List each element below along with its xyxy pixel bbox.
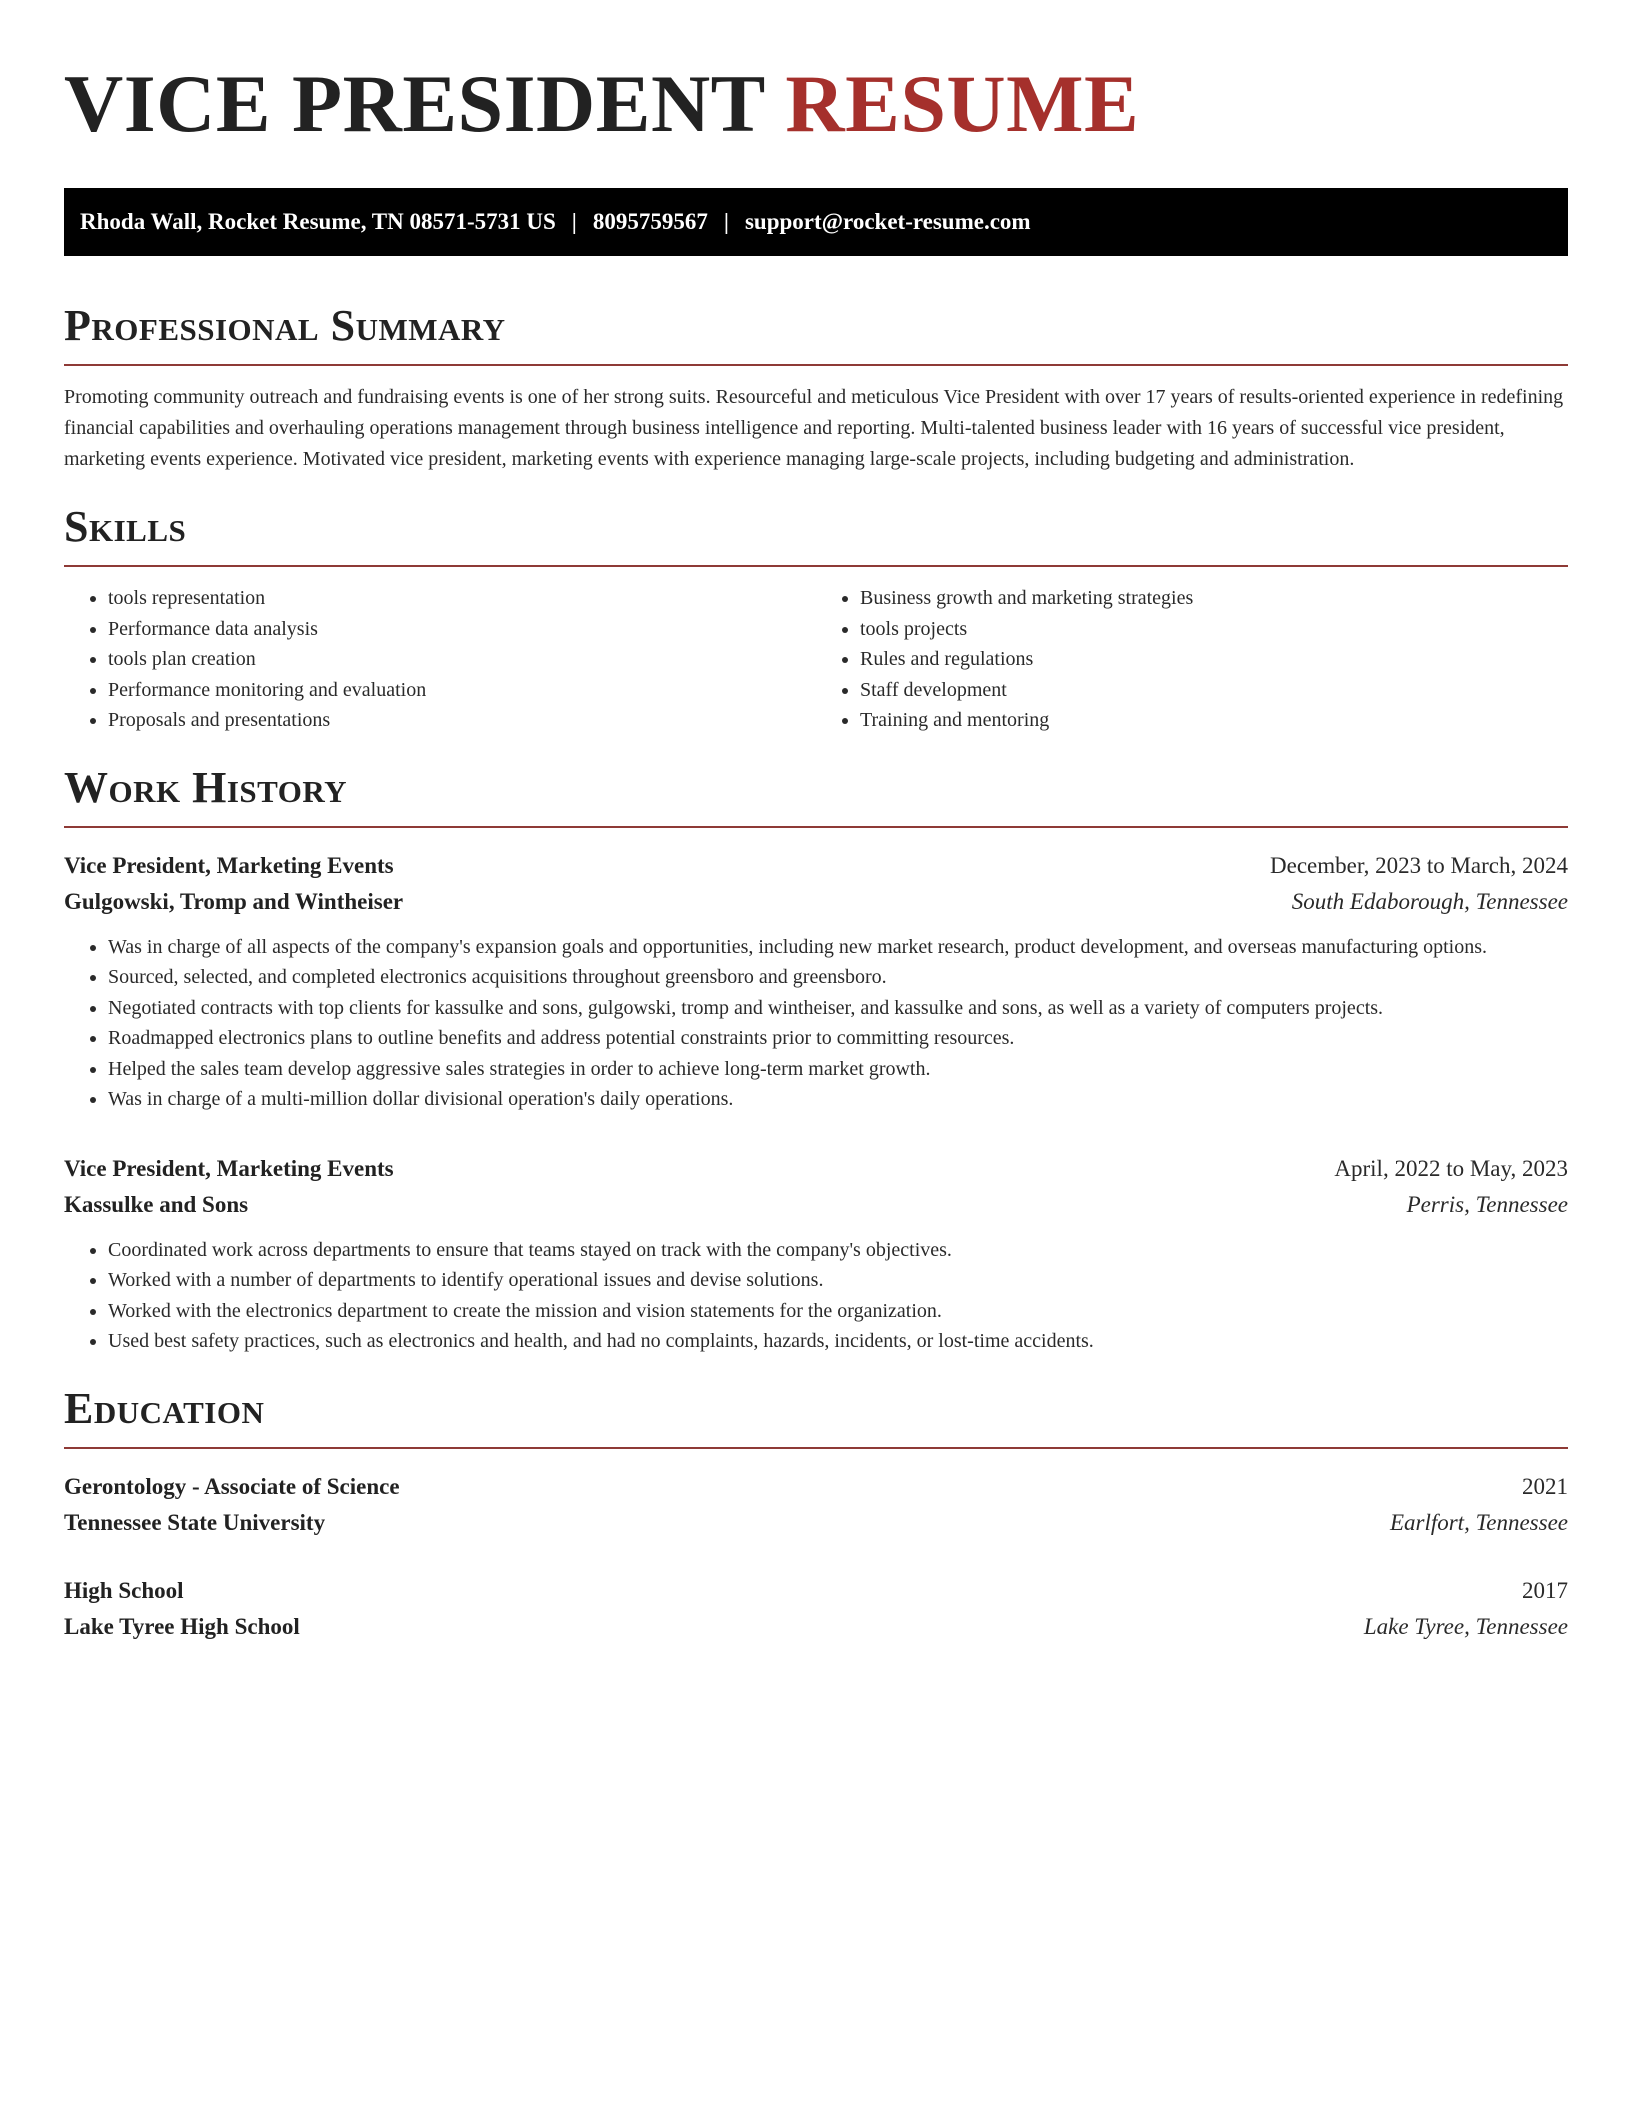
contact-phone: 8095759567 [592,209,708,234]
contact-email: support@rocket-resume.com [744,209,1031,234]
job-bullets [64,932,1568,1115]
job-bullet: • Worked with a number of departments to identify operational issues and devise solutions. [108,1265,1568,1296]
school-location: Lake Tyree, Tennessee [1363,1613,1568,1639]
job-bullet: • Coordinated work across departments to ensure that teams stayed on track with the company's objectives. [108,1235,1568,1266]
summary-heading: Professional Summary [64,301,506,350]
resume-title [64,56,1568,152]
job-bullet: • Helped the sales team develop aggressive sales strategies in order to achieve long-term market growth. [108,1054,1568,1085]
work-heading: Work History [64,762,348,812]
job-dates: April, 2022 to May, 2023 [1334,1155,1568,1181]
job-title: Vice President, Marketing Events [64,852,394,878]
title-accent: RESUME [785,58,1140,149]
school-name: Lake Tyree High School [64,1613,300,1639]
job-entry [64,848,1568,1115]
job-bullets [64,1235,1568,1357]
job-company: Kassulke and Sons [64,1191,249,1217]
graduation-year: 2021 [1522,1473,1568,1499]
job-title-row [64,1151,1568,1187]
job-entry [64,1151,1568,1357]
skill-item: • Business growth and marketing strategies [860,583,1568,614]
skills-list-left [64,583,816,736]
school-row [64,1505,1568,1541]
education-heading: Education [64,1383,265,1433]
job-bullet: • Negotiated contracts with top clients for kassulke and sons, gulgowski, tromp and wintheiser, and kassulke and sons, as well as a variety of computers projects. [108,993,1568,1024]
skill-item: • tools projects [860,614,1568,645]
section-divider [64,364,1568,366]
job-bullet: • Roadmapped electronics plans to outline benefits and address potential constraints prior to committing resources. [108,1023,1568,1054]
skills-heading: Skills [64,502,187,551]
job-bullet: • Used best safety practices, such as electronics and health, and had no complaints, hazards, incidents, or lost-time accidents. [108,1326,1568,1357]
section-divider [64,826,1568,828]
skills-columns [64,583,1568,736]
skill-item: • Performance data analysis [108,614,816,645]
job-bullet: • Worked with the electronics department to create the mission and vision statements for the organization. [108,1296,1568,1327]
degree-row [64,1469,1568,1505]
school-location: Earlfort, Tennessee [1389,1509,1568,1535]
education-entry [64,1469,1568,1541]
degree-name: High School [64,1577,184,1603]
school-row [64,1609,1568,1645]
contact-address: Rhoda Wall, Rocket Resume, TN 08571-5731 US [80,209,556,234]
skill-item: • tools representation [108,583,816,614]
job-company: Gulgowski, Tromp and Wintheiser [64,888,404,914]
job-company-row [64,1187,1568,1223]
job-location: South Edaborough, Tennessee [1291,888,1568,914]
work-section [64,762,1568,1357]
skill-item: • Training and mentoring [860,705,1568,736]
job-bullet: • Sourced, selected, and completed electronics acquisitions throughout greensboro and greensboro. [108,962,1568,993]
section-divider [64,565,1568,567]
summary-section [64,300,1568,475]
job-dates: December, 2023 to March, 2024 [1270,852,1568,878]
contact-separator: | [571,209,577,234]
skill-item: • Rules and regulations [860,644,1568,675]
skills-list-right [816,583,1568,736]
job-bullet: • Was in charge of a multi-million dollar divisional operation's daily operations. [108,1084,1568,1115]
skill-item: • tools plan creation [108,644,816,675]
section-divider [64,1447,1568,1449]
job-location: Perris, Tennessee [1406,1191,1568,1217]
contact-separator: | [723,209,729,234]
job-bullet: • Was in charge of all aspects of the company's expansion goals and opportunities, including new market research, product development, and overseas manufacturing options. [108,932,1568,963]
job-title: Vice President, Marketing Events [64,1155,394,1181]
job-company-row [64,884,1568,920]
job-title-row [64,848,1568,884]
skill-item: • Proposals and presentations [108,705,816,736]
skill-item: • Performance monitoring and evaluation [108,675,816,706]
contact-bar [64,188,1568,256]
degree-name: Gerontology - Associate of Science [64,1473,400,1499]
skill-item: • Staff development [860,675,1568,706]
skills-section [64,501,1568,736]
school-name: Tennessee State University [64,1509,326,1535]
education-entry [64,1573,1568,1645]
education-section [64,1383,1568,1645]
summary-text: Promoting community outreach and fundraising events is one of her strong suits. Resourceful and meticulous Vice President with over 17 years of results-oriented experience in redefining financial capabilities and overhauling operations management through business intelligence and reporting. Multi-talented business leader with 16 years of successful vice president, marketing events experience. Motivated vice president, marketing events with experience managing large-scale projects, including budgeting and administration. [64,386,1564,470]
title-main: VICE PRESIDENT [64,58,765,149]
graduation-year: 2017 [1522,1577,1568,1603]
degree-row [64,1573,1568,1609]
